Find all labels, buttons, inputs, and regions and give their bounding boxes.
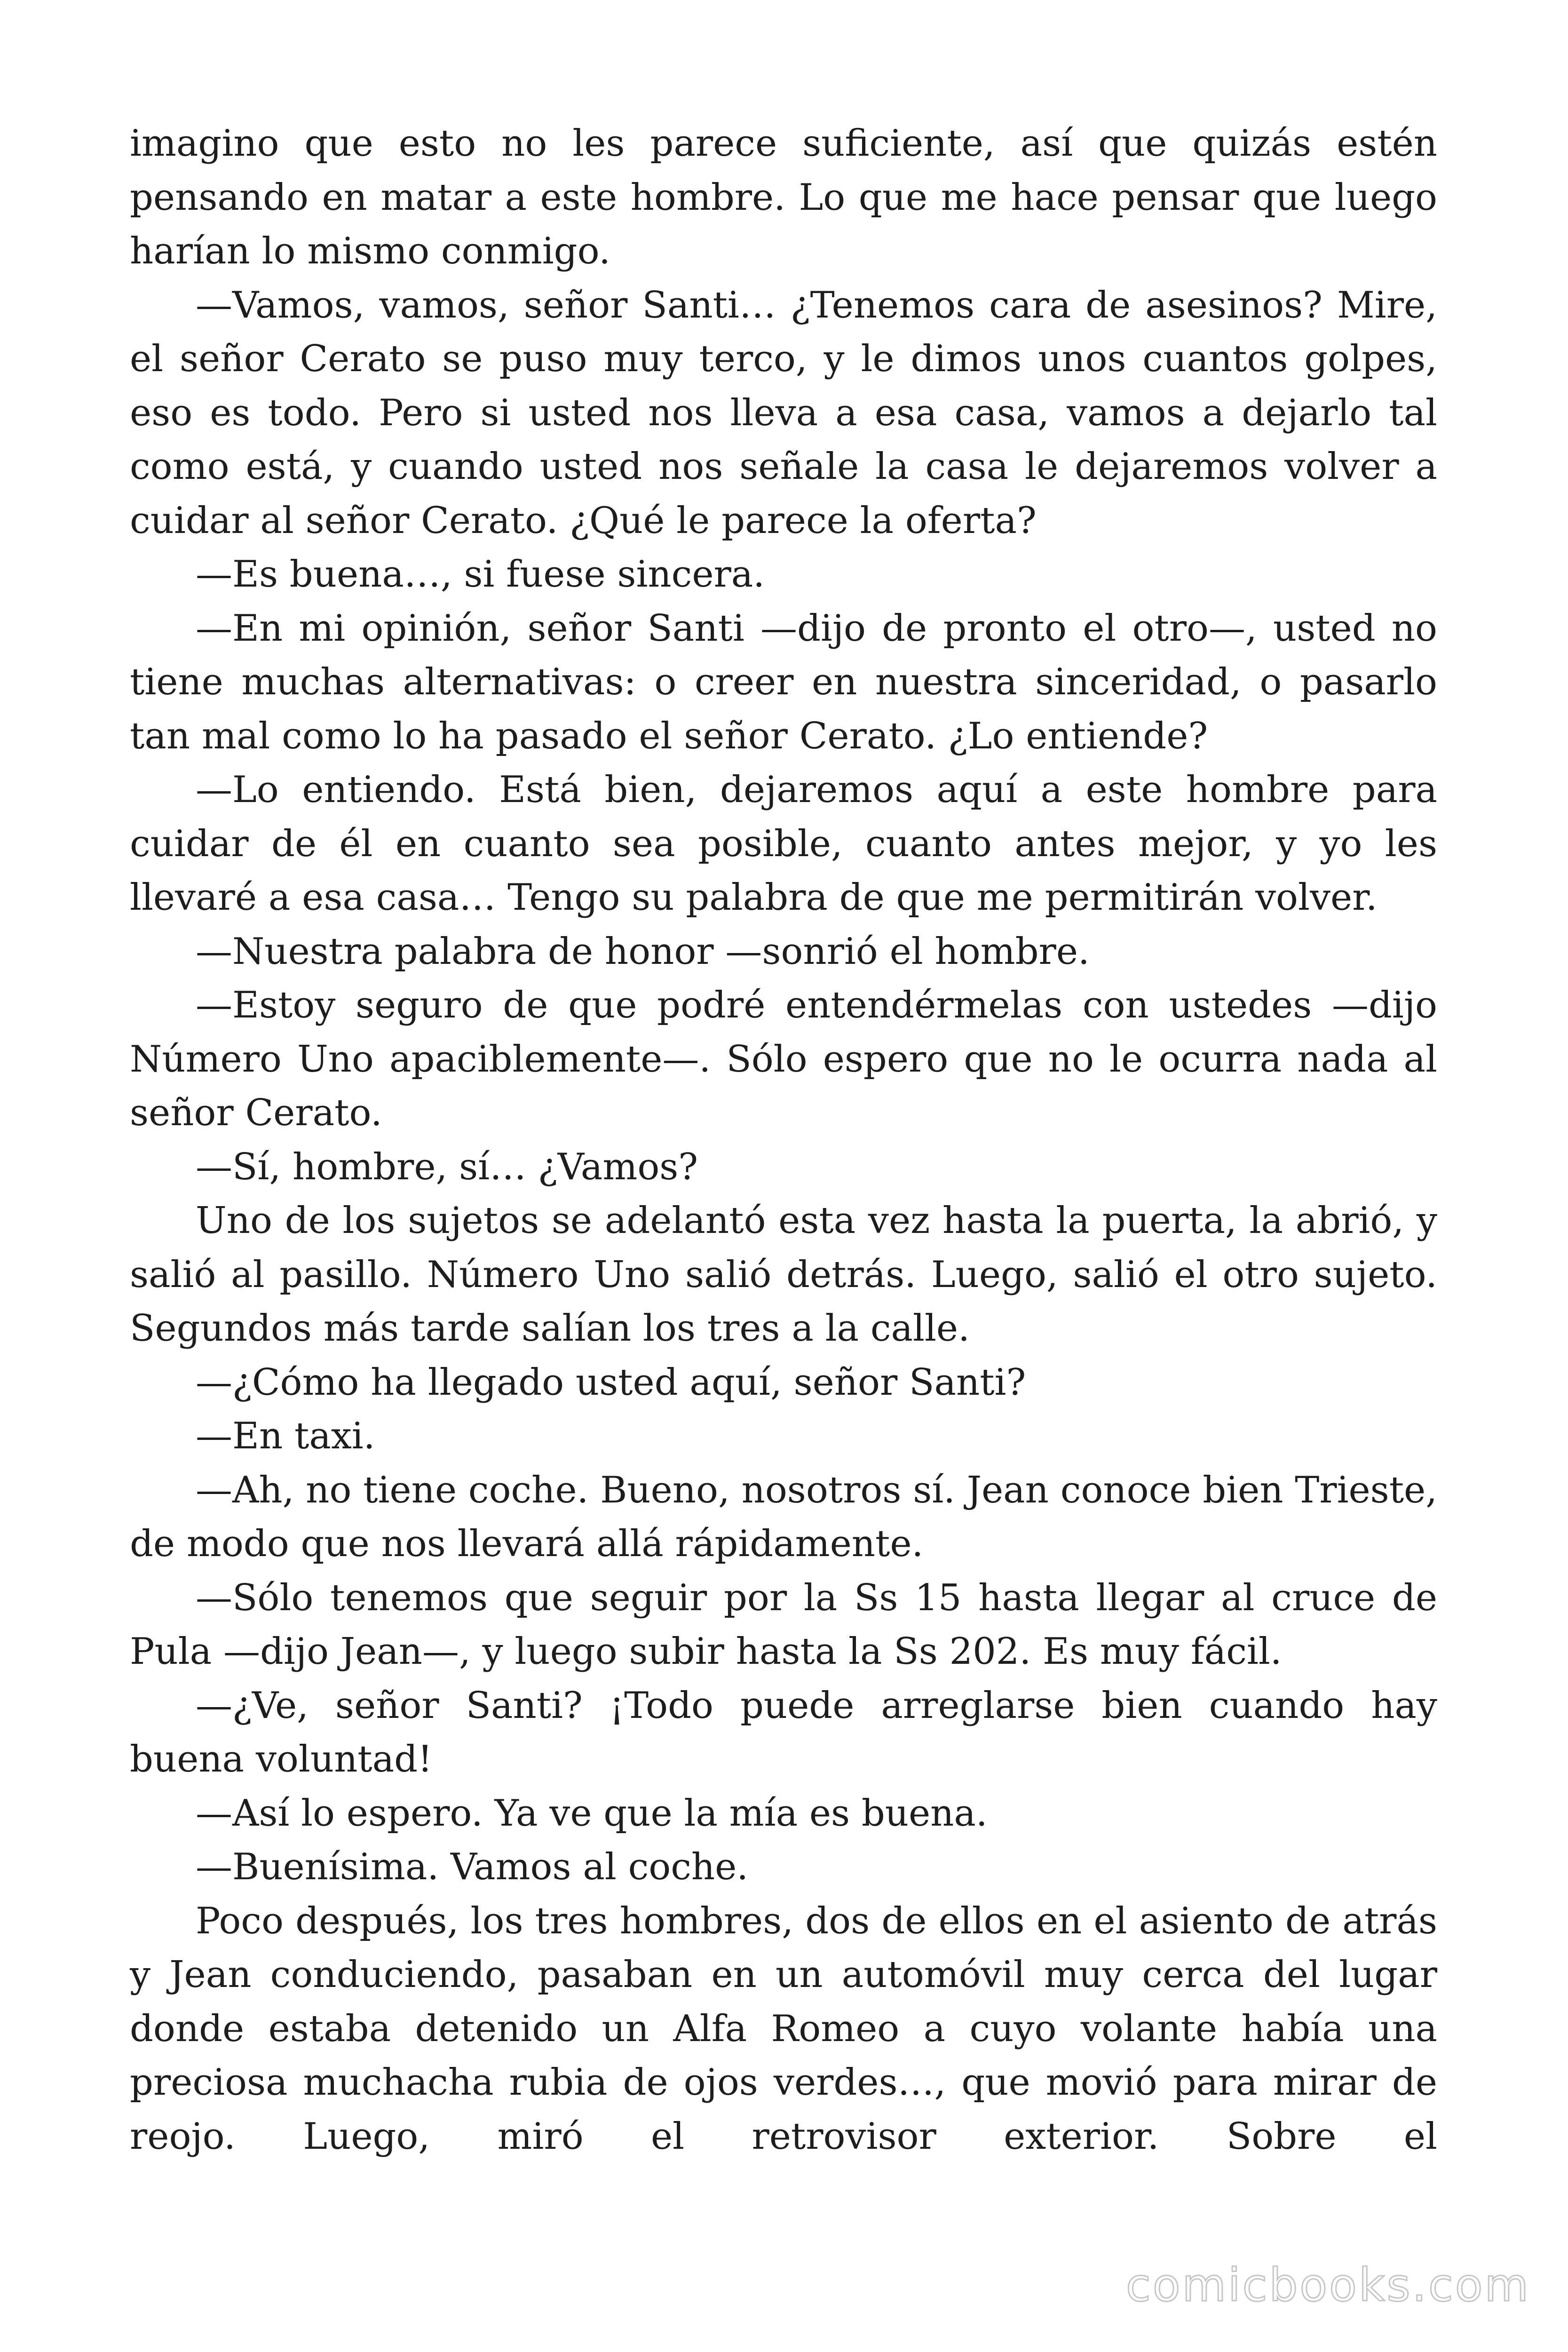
paragraph: —Buenísima. Vamos al coche. xyxy=(196,1846,749,1888)
paragraph: —¿Cómo ha llegado usted aquí, señor Santi? xyxy=(196,1361,1026,1404)
paragraph: Uno de los sujetos se adelantó esta vez hasta la puerta, la abrió, y salió al pasillo. Número Uno salió detrás. Luego, salió el otro sujeto. Segundos más tarde salían los tres a la calle. xyxy=(130,1200,1437,1350)
page-body xyxy=(130,117,1437,2163)
paragraph: —Es buena…, si fuese sincera. xyxy=(196,553,765,596)
paragraph: —Nuestra palabra de honor —sonrió el hombre. xyxy=(196,930,1090,973)
paragraph: —¿Ve, señor Santi? ¡Todo puede arreglarse bien cuando hay buena voluntad! xyxy=(130,1684,1437,1780)
watermark: comicbooks.com xyxy=(1125,2259,1530,2312)
paragraph: —Así lo espero. Ya ve que la mía es buena. xyxy=(196,1792,988,1835)
paragraph: —Vamos, vamos, señor Santi… ¿Tenemos cara de asesinos? Mire, el señor Cerato se puso muy terco, y le dimos unos cuantos golpes, eso es todo. Pero si usted nos lleva a esa casa, vamos a dejarlo tal como está, y cuando usted nos señale la casa le dejaremos volver a cuidar al señor Cerato. ¿Qué le parece la oferta? xyxy=(130,284,1437,542)
paragraph: —Ah, no tiene coche. Bueno, nosotros sí. Jean conoce bien Trieste, de modo que nos llevará allá rápidamente. xyxy=(130,1469,1438,1565)
paragraph: —En taxi. xyxy=(196,1415,375,1457)
paragraph: imagino que esto no les parece suficiente, así que quizás estén pensando en matar a este hombre. Lo que me hace pensar que luego harían lo mismo conmigo. xyxy=(130,122,1437,272)
paragraph: —En mi opinión, señor Santi —dijo de pronto el otro—, usted no tiene muchas alternativas: o creer en nuestra sinceridad, o pasarlo tan mal como lo ha pasado el señor Cerato. ¿Lo entiende? xyxy=(130,607,1437,757)
paragraph: —Sí, hombre, sí… ¿Vamos? xyxy=(196,1145,698,1188)
paragraph: Poco después, los tres hombres, dos de ellos en el asiento de atrás y Jean conduciendo, pasaban en un automóvil muy cerca del lugar donde estaba detenido un Alfa Romeo a cuyo volante había una preciosa muchacha rubia de ojos verdes…, que movió para mirar de reojo. Luego, miró el retrovisor exterior. Sobre el xyxy=(130,1899,1437,2158)
paragraph: —Lo entiendo. Está bien, dejaremos aquí a este hombre para cuidar de él en cuanto sea posible, cuanto antes mejor, y yo les llevaré a esa casa… Tengo su palabra de que me permitirán volver. xyxy=(130,769,1437,919)
paragraph: —Sólo tenemos que seguir por la Ss 15 hasta llegar al cruce de Pula —dijo Jean—, y luego subir hasta la Ss 202. Es muy fácil. xyxy=(130,1576,1437,1673)
paragraph: —Estoy seguro de que podré entendérmelas con ustedes —dijo Número Uno apaciblemente—. Sólo espero que no le ocurra nada al señor Cerato. xyxy=(130,984,1437,1134)
